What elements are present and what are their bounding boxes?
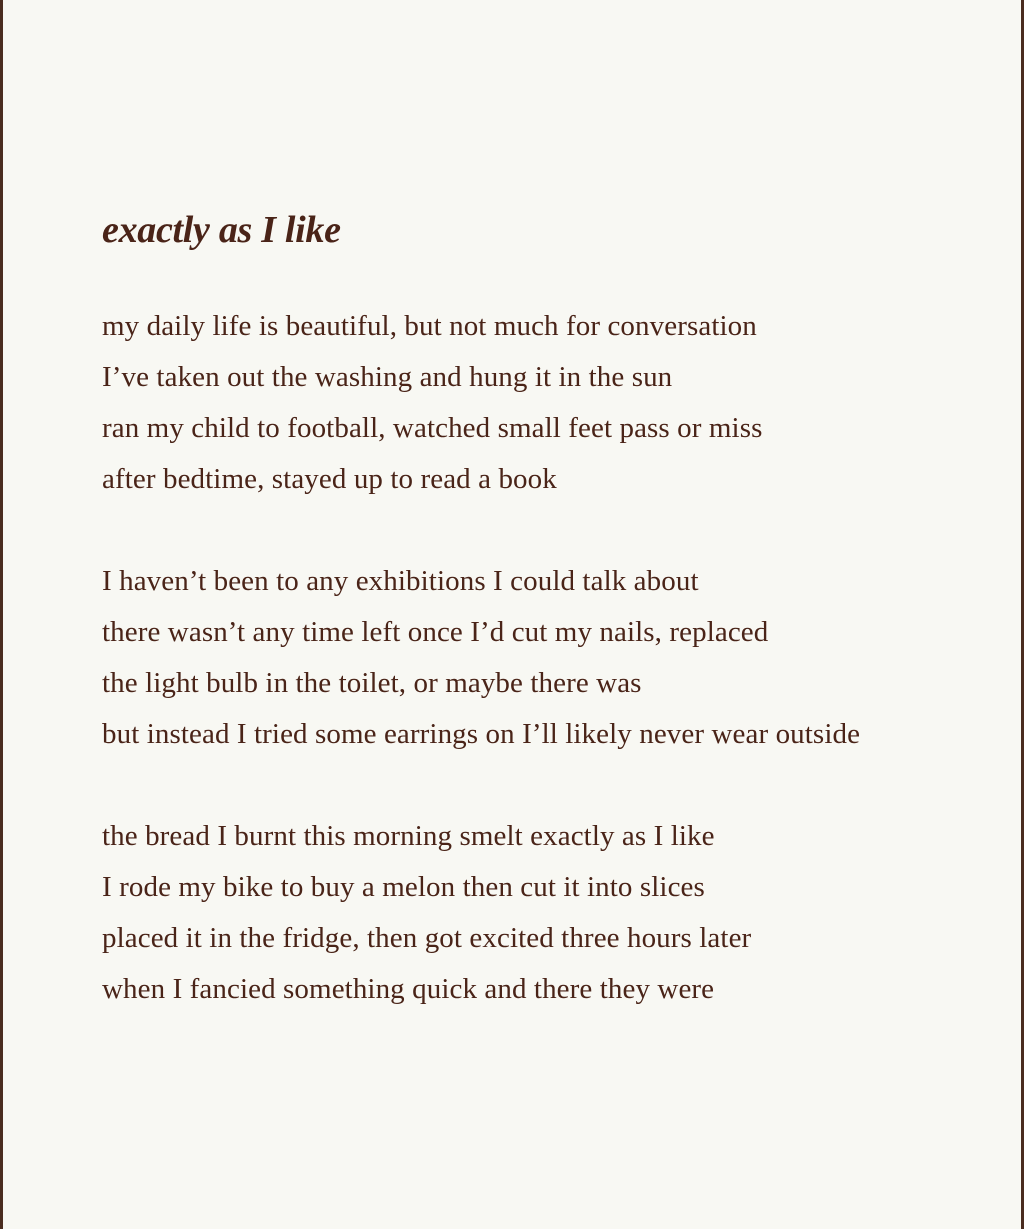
poem-line: when I fancied something quick and there they were bbox=[102, 973, 715, 1005]
poem-line: after bedtime, stayed up to read a book bbox=[102, 463, 557, 495]
poem-title: exactly as I like bbox=[102, 209, 341, 251]
poem-line: the light bulb in the toilet, or maybe there was bbox=[102, 667, 642, 699]
poem-line: I’ve taken out the washing and hung it in the sun bbox=[102, 361, 673, 393]
poem bbox=[102, 200, 860, 1066]
poem-line: my daily life is beautiful, but not much for conversation bbox=[102, 310, 757, 342]
poem-line: the bread I burnt this morning smelt exactly as I like bbox=[102, 820, 715, 852]
stanza-3 bbox=[102, 811, 860, 1015]
stanza-2 bbox=[102, 556, 860, 760]
poem-line: I rode my bike to buy a melon then cut it into slices bbox=[102, 871, 705, 903]
page bbox=[3, 0, 1021, 1229]
poem-line: ran my child to football, watched small feet pass or miss bbox=[102, 412, 763, 444]
poem-body bbox=[102, 301, 860, 1015]
poem-line: placed it in the fridge, then got excited three hours later bbox=[102, 922, 752, 954]
poem-line: there wasn’t any time left once I’d cut my nails, replaced bbox=[102, 616, 769, 648]
poem-line: I haven’t been to any exhibitions I could talk about bbox=[102, 565, 699, 597]
poem-line: but instead I tried some earrings on I’ll likely never wear outside bbox=[102, 718, 861, 750]
stanza-1 bbox=[102, 301, 860, 505]
